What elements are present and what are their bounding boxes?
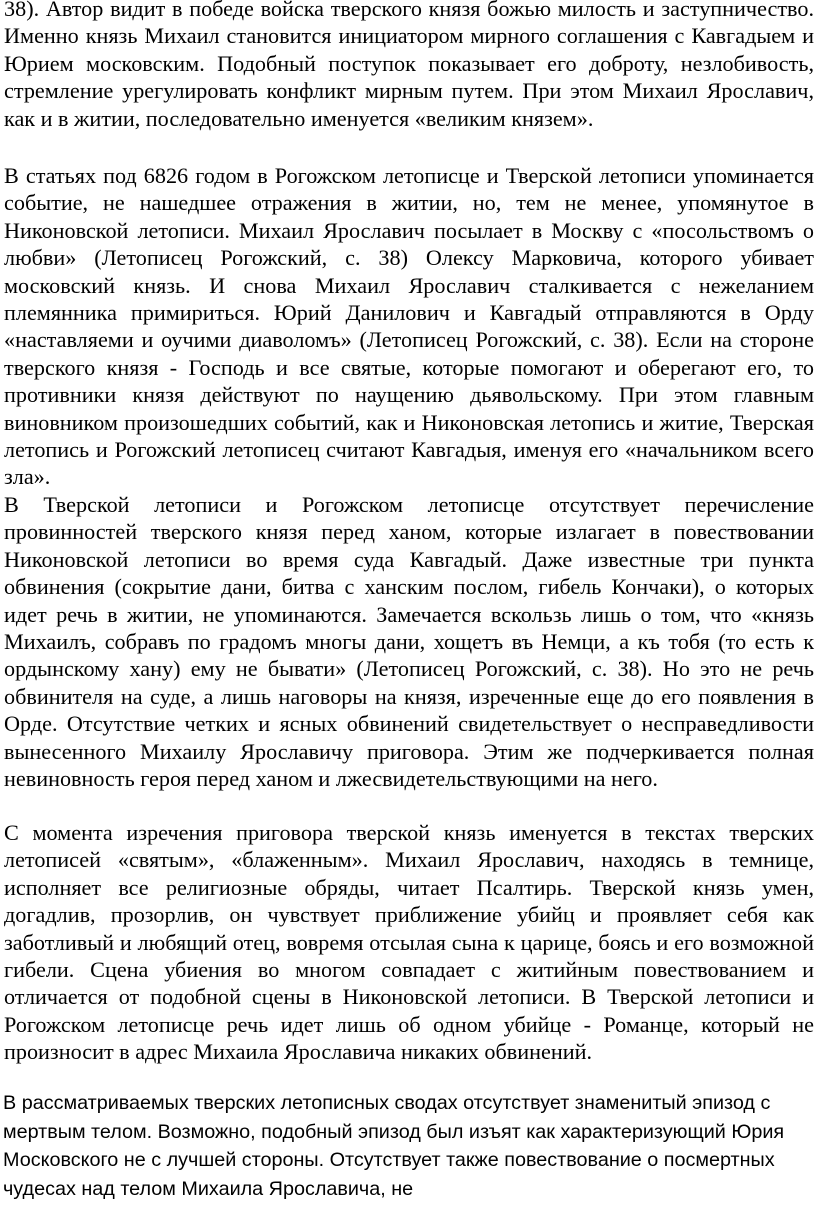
paragraph-year-6826-entries: В статьях под 6826 годом в Рогожском летописце и Тверской летописи упоминается событие, не нашедшее отражения в житии, но, тем не менее, упомянутое в Никоновской летописи. Михаил Ярославич посылает в Москву с «посольствомъ о любви» (Летописец Рогожский, с. 38) Олексу Марковича, которого убивает московский князь. И снова Михаил Ярославич сталкивается с нежеланием племянника примириться. Юрий Данилович и Кавгадый отправляются в Орду «наставляеми и оучими диаволомъ» (Летописец Рогожский, с. 38). Если на стороне тверского князя - Господь и все святые, которые помогают и оберегают его, то противники князя действуют по наущению дьявольскому. При этом главным виновником произошедших событий, как и Никоновская летопись и житие, Тверская летопись и Рогожский летописец считают Кавгадыя, именуя его «начальником всего зла». — [4, 163, 814, 490]
paragraph-sentence-and-murder: С момента изречения приговора тверской князь именуется в текстах тверских летописей «святым», «блаженным». Михаил Ярославич, находясь в темнице, исполняет все религиозные обряды, читает Псалтирь. Тверской князь умен, догадлив, прозорлив, он чувствует приближение убийц и проявляет себя как заботливый и любящий отец, вовремя отсылая сына к царице, боясь и его возможной гибели. Сцена убиения во многом совпадает с житийным повествованием и отличается от подобной сцены в Никоновской летописи. В Тверской летописи и Рогожском летописце речь идет лишь об одном убийце - Романце, который не произносит в адрес Михаила Ярославича никаких обвинений. — [4, 820, 814, 1065]
paragraph-missing-episode: В рассматриваемых тверских летописных сводах отсутствует знаменитый эпизод с мертвым телом. Возможно, подобный эпизод был изъят как характеризующий Юрия Московского не с лучшей стороны. Отсутствует также повествование о посмертных чудесах над телом Михаила Ярославича, не — [3, 1092, 785, 1200]
paragraph-victory-of-tver-prince: 38). Автор видит в победе войска тверского князя божью милость и заступничество. Именно князь Михаил становится инициатором мирного соглашения с Кавгадыем и Юрием московским. Подобный поступок показывает его доброту, незлобивость, стремление урегулировать конфликт мирным путем. При этом Михаил Ярославич, как и в житии, последовательно именуется «великим князем». — [4, 0, 814, 131]
paragraph-absent-accusations: В Тверской летописи и Рогожском летописце отсутствует перечисление провинностей тверского князя перед ханом, которые излагает в повествовании Никоновской летописи во время суда Кавгадый. Даже известные три пункта обвинения (сокрытие дани, битва с ханским послом, гибель Кончаки), о которых идет речь в житии, не упоминаются. Замечается вскользь лишь о том, что «князь Михаилъ, собравъ по градомъ многы дани, хощетъ въ Немци, а къ тобя (то есть к ордынскому хану) ему не бывати» (Летописец Рогожский, с. 38). Но это не речь обвинителя на суде, а лишь наговоры на князя, изреченные еще до его появления в Орде. Отсутствие четких и ясных обвинений свидетельствует о несправедливости вынесенного Михаилу Ярославичу приговора. Этим же подчеркивается полная невиновность героя перед ханом и лжесвидетельствующими на него. — [4, 492, 814, 792]
